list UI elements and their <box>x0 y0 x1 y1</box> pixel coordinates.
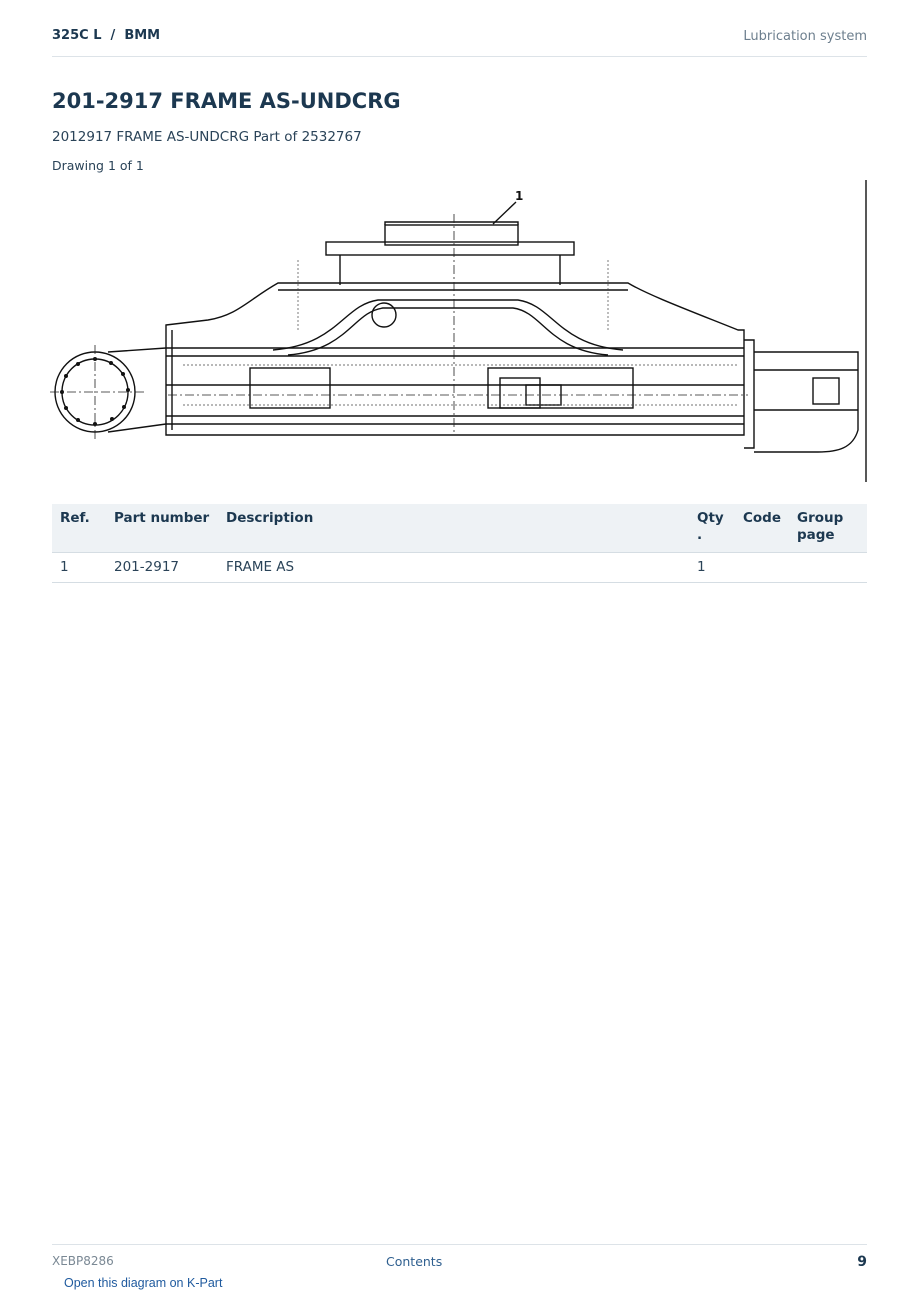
page-title: 201-2917 FRAME AS-UNDCRG <box>52 89 401 113</box>
col-group-page-header: Group page <box>789 504 867 553</box>
cell-group-page <box>789 553 867 583</box>
cell-ref: 1 <box>52 553 106 583</box>
open-kpart-link[interactable]: Open this diagram on K-Part <box>64 1276 223 1290</box>
drawing-count: Drawing 1 of 1 <box>52 158 144 173</box>
cell-description: FRAME AS <box>218 553 689 583</box>
col-qty-header: Qty . <box>689 504 735 553</box>
page-header <box>52 28 867 57</box>
table-row <box>52 553 867 583</box>
contents-link[interactable]: Contents <box>386 1254 443 1269</box>
col-description-header: Description <box>218 504 689 553</box>
section-label: Lubrication system <box>743 29 867 44</box>
part-subtitle: 2012917 FRAME AS-UNDCRG Part of 2532767 <box>52 129 362 145</box>
col-part-number-header: Part number <box>106 504 218 553</box>
model-label: 325C L / BMM <box>52 28 161 43</box>
document-id: XEBP8286 <box>52 1254 114 1268</box>
page-footer <box>52 1244 867 1275</box>
col-ref-header: Ref. <box>52 504 106 553</box>
cell-qty: 1 <box>689 553 735 583</box>
callout-label: 1 <box>515 189 524 203</box>
col-code-header: Code <box>735 504 789 553</box>
table-header-row <box>52 504 867 553</box>
cell-code <box>735 553 789 583</box>
cell-part-number: 201-2917 <box>106 553 218 583</box>
parts-table <box>52 504 867 583</box>
page-number: 9 <box>857 1254 867 1270</box>
frame-drawing <box>48 180 870 486</box>
